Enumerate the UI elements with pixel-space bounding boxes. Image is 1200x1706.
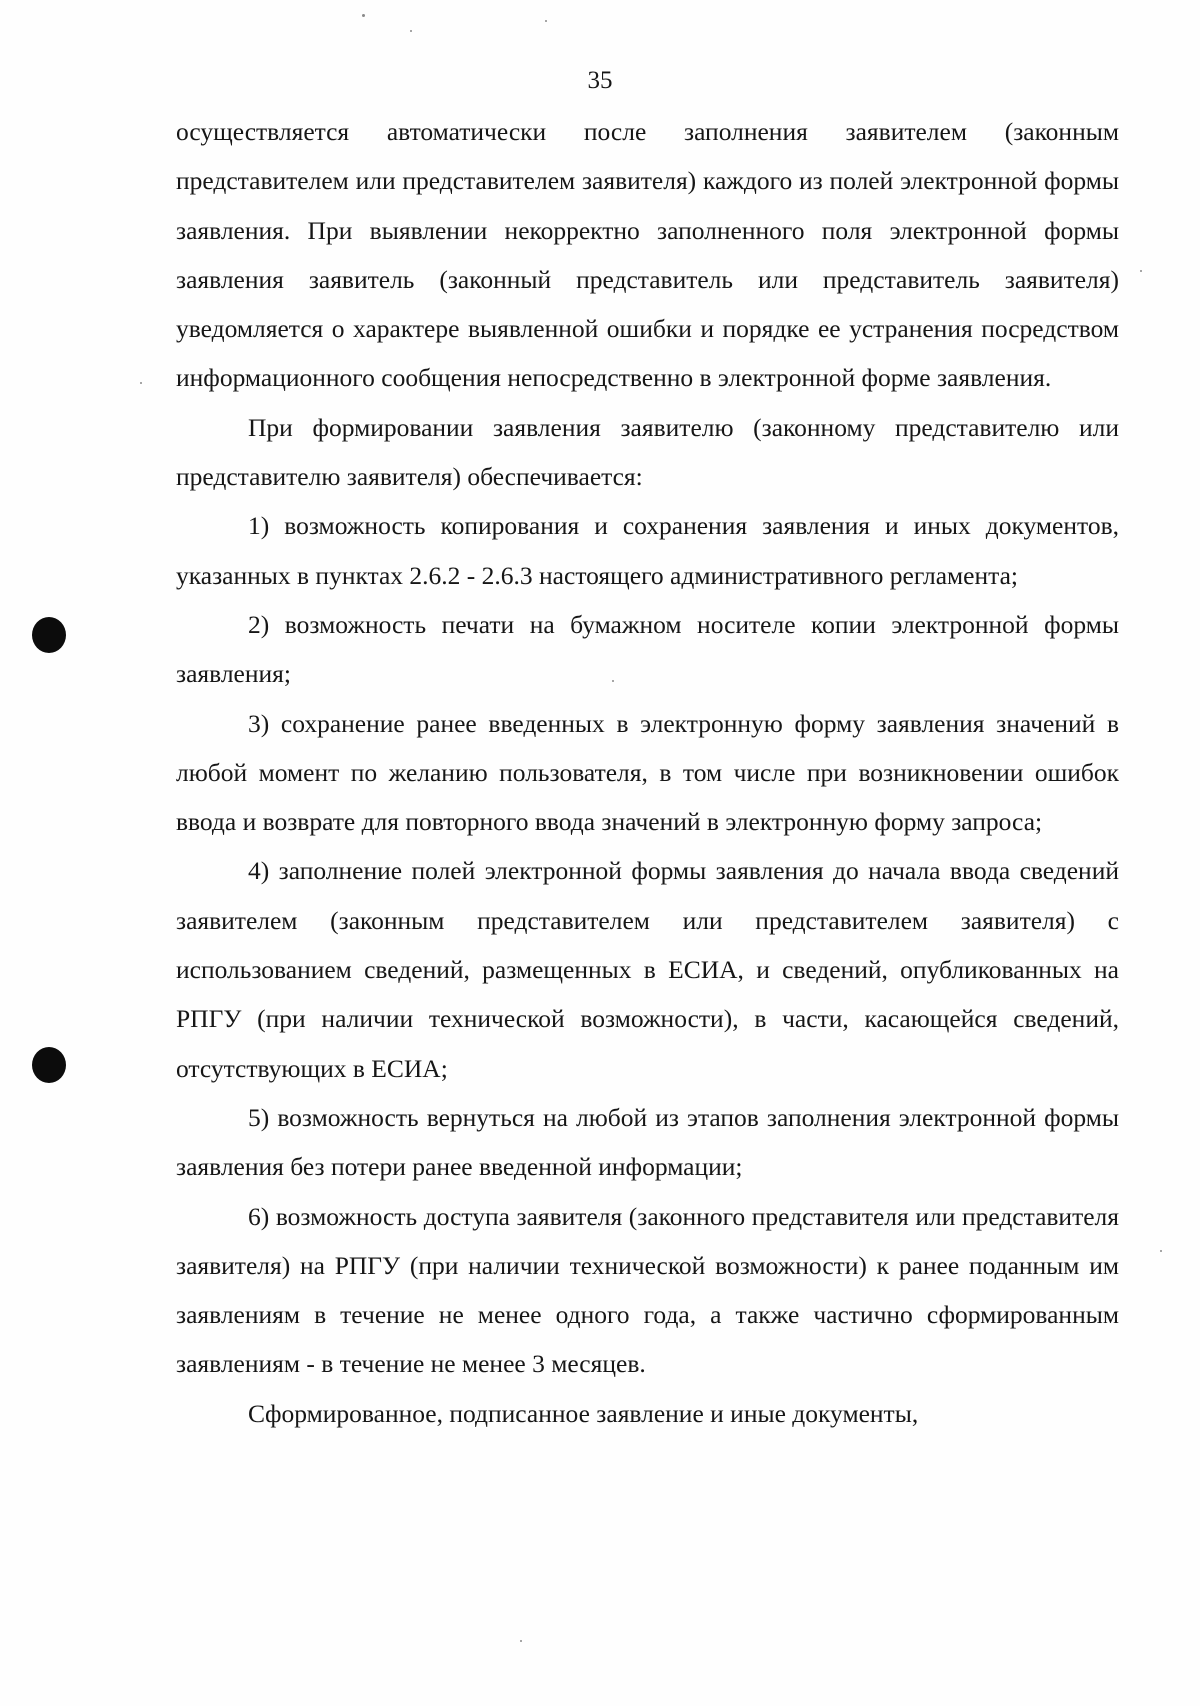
- scan-speck: [1140, 270, 1142, 272]
- scan-speck: [1160, 1250, 1162, 1252]
- list-item: 2) возможность печати на бумажном носителе копии электронной формы заявления;: [176, 609, 1119, 689]
- paragraph: осуществляется автоматически после заполнения заявителем (законным представителем или представителем заявителя) каждого из полей электронной формы заявления. При выявлении некорректно заполненного поля электронной формы заявления заявитель (законный представитель или представитель заявителя) уведомляется о характере выявленной ошибки и порядке ее устранения посредством информационного сообщения непосредственно в электронной форме заявления.: [176, 117, 1119, 393]
- paragraph: Сформированное, подписанное заявление и иные документы,: [248, 1398, 919, 1428]
- list-item: 4) заполнение полей электронной формы заявления до начала ввода сведений заявителем (законным представителем или представителем заявителя) с использованием сведений, размещенных в ЕСИА, и сведений, опубликованных на РПГУ (при наличии технической возможности), в части, касающейся сведений, отсутствующих в ЕСИА;: [176, 856, 1119, 1083]
- scan-speck: [362, 14, 365, 17]
- punch-hole-mark: [32, 617, 66, 653]
- list-item: 3) сохранение ранее введенных в электронную форму заявления значений в любой момент по желанию пользователя, в том числе при возникновении ошибок ввода и возврате для повторного ввода значений в электронную форму запроса;: [176, 708, 1119, 837]
- scan-speck: [545, 20, 547, 22]
- page-number: 35: [587, 67, 613, 94]
- scan-speck: [410, 30, 412, 32]
- list-item: 1) возможность копирования и сохранения заявления и иных документов, указанных в пунктах 2.6.2 - 2.6.3 настоящего административного регламента;: [176, 511, 1119, 590]
- scan-speck: [140, 382, 142, 384]
- scan-speck: [520, 1640, 522, 1642]
- document-body: [176, 107, 1119, 1438]
- punch-hole-mark: [32, 1047, 66, 1083]
- list-item: 6) возможность доступа заявителя (законного представителя или представителя заявителя) на РПГУ (при наличии технической возможности) к ранее поданным им заявлениям в течение не менее одного года, а также частично сформированным заявлениям - в течение не менее 3 месяцев.: [176, 1201, 1119, 1379]
- list-item: 5) возможность вернуться на любой из этапов заполнения электронной формы заявления без потери ранее введенной информации;: [176, 1102, 1119, 1182]
- paragraph: При формировании заявления заявителю (законному представителю или представителю заявителя) обеспечивается:: [176, 412, 1119, 492]
